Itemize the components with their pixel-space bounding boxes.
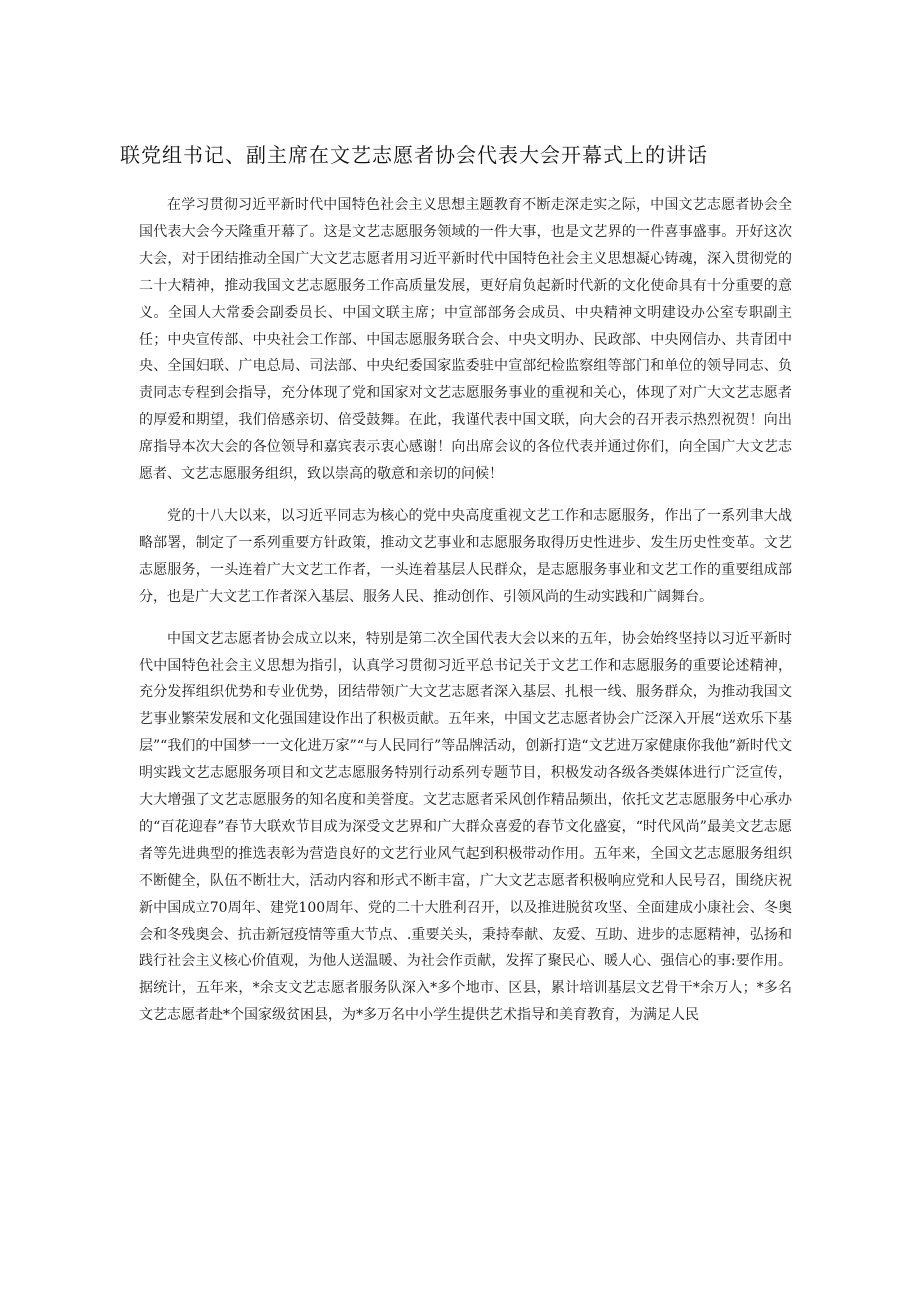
paragraph-association-achievements: 中国文艺志愿者协会成立以来，特别是第二次全国代表大会以来的五年，协会始终坚持以习近平新时代中国特色社会主义思想为指引，认真学习贯彻习近平总书记关于文艺工作和志愿服务的重要论述精神，充分发挥组织优势和专业优势，团结带领广大文艺志愿者深入基层、扎根一线、服务群众，为推动我国文艺事业繁荣发展和文化强国建设作出了积极贡献。五年来，中国文艺志愿者协会广泛深入开展“送欢乐下基层”“我们的中国梦一一文化进万家”“与人民同行”等品牌活动，创新打造“文艺进万家健康你我他”新时代文明实践文艺志愿服务项目和文艺志愿服务特别行动系列专题节目，积极发动各级各类媒体进行广泛宣传，大大增强了文艺志愿服务的知名度和美誉度。文艺志愿者采风创作精品频出，依托文艺志愿服务中心承办的“百花迎春”春节大联欢节目成为深受文艺界和广大群众喜爱的春节文化盛宴，“时代风尚”最美文艺志愿者等先进典型的推选表彰为营造良好的文艺行业风气起到积极带动作用。五年来，全国文艺志愿服务组织不断健全，队伍不断壮大，活动内容和形式不断丰富，广大文艺志愿者积极响应党和人民号召，围绕庆祝新中国成立70周年、建党100周年、党的二十大胜利召开，以及推进脱贫攻坚、全面建成小康社会、冬奥会和冬残奥会、抗击新冠疫情等重大节点、.重要关头，秉持奉献、友爱、互助、进步的志愿精神，弘扬和践行社会主义核心价值观，为他人送温暖、为社会作贡献，发挥了聚民心、暖人心、强信心的事:要作用。据统计，五年来，*余支文艺志愿者服务队深入*多个地市、区县，累计培训基层文艺骨干*余万人；*多名文艺志愿者赴*个国家级贫困县，为*多万名中小学生提供艺术指导和美育教育，为满足人民 [139,630,792,1024]
paragraph-opening: 在学习贯彻习近平新时代中国特色社会主义思想主题教育不断走深走实之际，中国文艺志愿者协会全国代表大会今天隆重开幕了。这是文艺志愿服务领域的一件大事，也是文艺界的一件喜事盛事。开好这次大会，对于团结推动全国广大文艺志愿者用习近平新时代中国特色社会主义思想凝心铸魂，深入贯彻党的二十大精神，推动我国文艺志愿服务工作高质量发展，更好肩负起新时代新的文化使命具有十分重要的意义。全国人大常委会副委员长、中国文联主席；中宣部部务会成员、中央精神文明建设办公室专职副主任；中央宣传部、中央社会工作部、中国志愿服务联合会、中央文明办、民政部、中央网信办、共青团中央、全国妇联、广电总局、司法部、中央纪委国家监委驻中宣部纪检监察组等部门和单位的领导同志、负责同志专程到会指导，充分体现了党和国家对文艺志愿服务事业的重视和关心，体现了对广大文艺志愿者的厚爱和期望，我们倍感亲切、倍受鼓舞。在此，我谨代表中国文联，向大会的召开表示热烈祝贺！向出席指导本次大会的各位领导和嘉宾表示衷心感谢！向出席会议的各位代表并通过你们，向全国广大文艺志愿者、文艺志愿服务组织，致以崇高的敬意和亲切的问候！ [139,197,792,483]
paragraph-since-18th-congress: 党的十八大以来，以习近平同志为核心的党中央高度重视文艺工作和志愿服务，作出了一系列聿大战略部署，制定了一系列重要方针政策，推动文艺事业和志愿服务取得历史性进步、发生历史性变革。文艺志愿服务，一头连着广大文艺工作者，一头连着基层人民群众，是志愿服务事业和文艺工作的重要组成部分，也是广大文艺工作者深入基层、服务人民、推动创作、引领风尚的生动实践和广阔舞台。 [139,507,792,605]
document-body [139,192,792,1044]
document-title: 联党组书记、副主席在文艺志愿者协会代表大会开幕式上的讲话 [120,143,708,167]
